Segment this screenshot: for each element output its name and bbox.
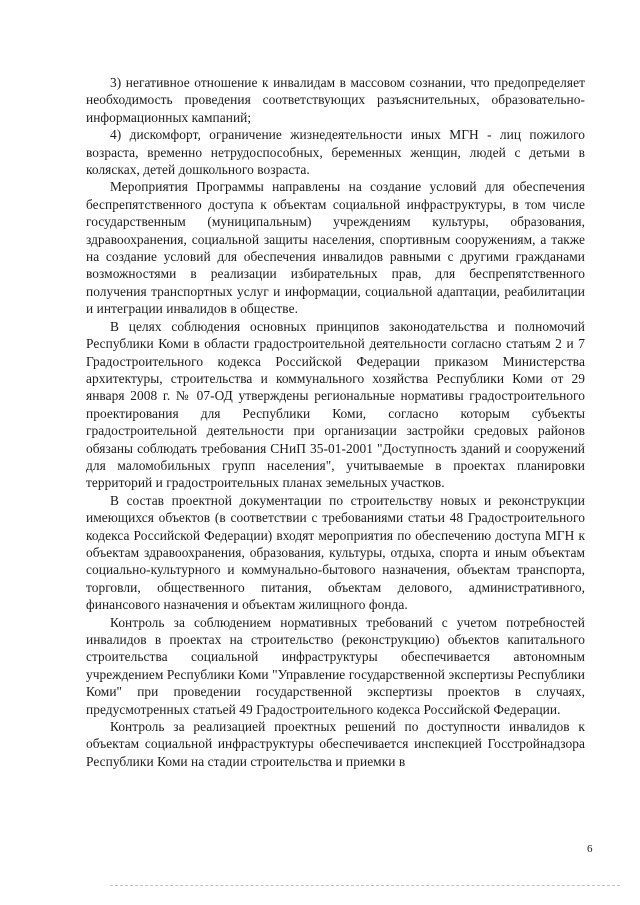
paragraph-construction-inspection: Контроль за реализацией проектных решений по доступности инвалидов к объектам социальной инфраструктуры обеспечивается инспекцией Госстройнадзора Республики Коми на стадии строительства и приемки в <box>86 719 585 769</box>
paragraph-item-4: 4) дискомфорт, ограничение жизнедеятельности иных МГН - лиц пожилого возраста, временно нетрудоспособных, беременных женщин, людей с детьми в колясках, детей дошкольного возраста. <box>86 127 585 178</box>
page-number: 6 <box>587 843 593 855</box>
document-body <box>86 74 585 770</box>
scan-edge-divider <box>110 885 620 886</box>
paragraph-program-measures: Мероприятия Программы направлены на создание условий для обеспечения беспрепятственного доступа к объектам социальной инфраструктуры, в том числе государственным (муниципальным) учреждениям культуры, образования, здравоохранения, социальной защиты населения, спортивным сооружениям, а также на создание условий для обеспечения инвалидов равными с другими гражданами возможностями в реализации избирательных прав, для беспрепятственного получения транспортных услуг и информации, социальной адаптации, реабилитации и интеграции инвалидов в обществе. <box>86 179 585 317</box>
paragraph-project-documentation: В состав проектной документации по строительству новых и реконструкции имеющихся объектов (в соответствии с требованиями статьи 48 Градостроительного кодекса Российской Федерации) входят мероприятия по обеспечению доступа МГН к объектам здравоохранения, образования, культуры, отдыха, спорта и иным объектам социально-культурного и коммунально-бытового назначения, объектам транспорта, торговли, общественного питания, объектам делового, административного, финансового назначения и объектам жилищного фонда. <box>86 492 585 613</box>
paragraph-expertise-control: Контроль за соблюдением нормативных требований с учетом потребностей инвалидов в проектах на строительство (реконструкцию) объектов капитального строительства социальной инфраструктуры обеспечивается автономным учреждением Республики Коми "Управление государственной экспертизы Республики Коми" при проведении государственной экспертизы проектов в случаях, предусмотренных статьей 49 Градостроительного кодекса Российской Федерации. <box>86 614 585 717</box>
paragraph-item-3: 3) негативное отношение к инвалидам в массовом сознании, что предопределяет необходимость проведения соответствующих разъяснительных, образовательно-информационных кампаний; <box>86 75 585 125</box>
paragraph-urban-planning-norms: В целях соблюдения основных принципов законодательства и полномочий Республики Коми в области градостроительной деятельности согласно статьям 2 и 7 Градостроительного кодекса Российской Федерации приказом Министерства архитектуры, строительства и коммунального хозяйства Республики Коми от 29 января 2008 г. № 07-ОД утверждены региональные нормативы градостроительного проектирования для Республики Коми, согласно которым субъекты градостроительной деятельности при организации застройки средовых районов обязаны соблюдать требования СНиП 35-01-2001 "Доступность зданий и сооружений для маломобильных групп населения", учитываемые в проектах планировки территорий и градостроительных планах земельных участков. <box>86 318 585 491</box>
